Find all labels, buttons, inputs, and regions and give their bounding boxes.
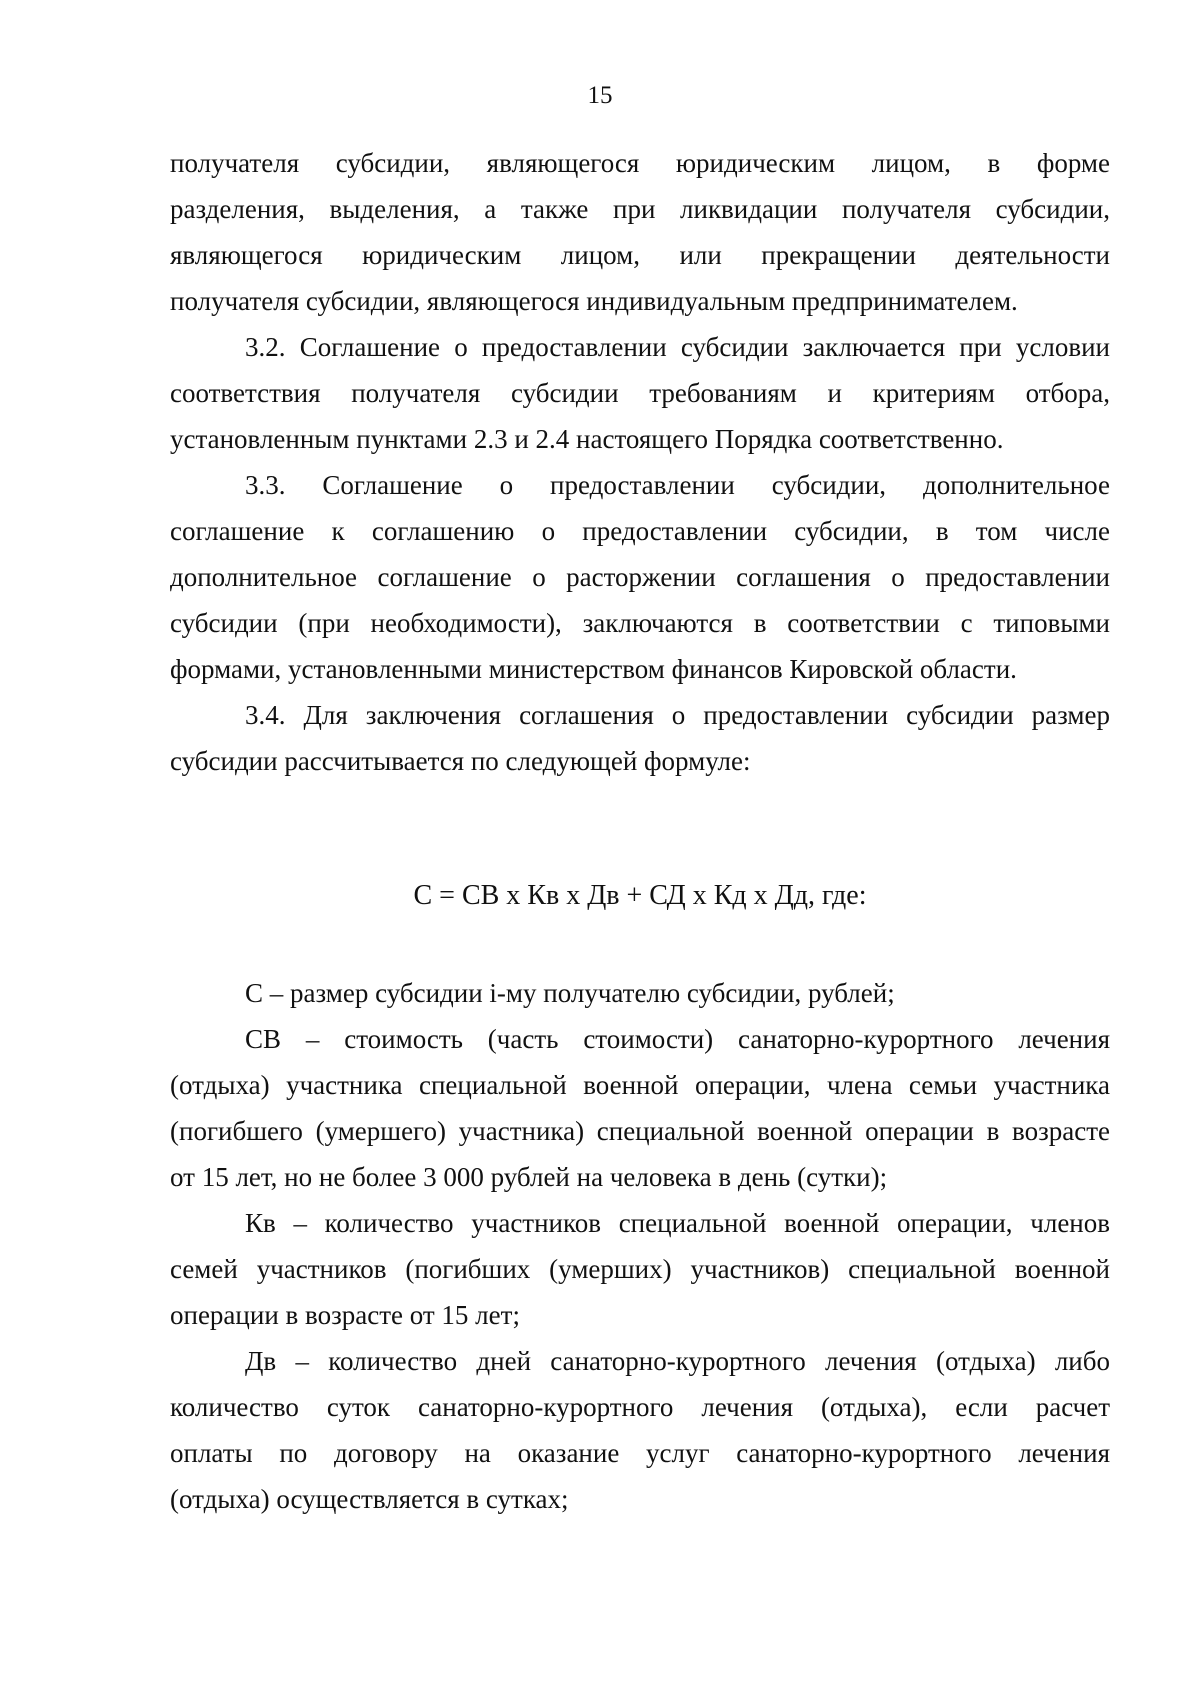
paragraph-line: 3.4. Для заключения соглашения о предоставлении субсидии размер bbox=[245, 700, 1110, 730]
body-section-1 bbox=[170, 140, 1110, 784]
definition-line: (погибшего (умершего) участника) специальной военной операции в возрасте bbox=[170, 1116, 1110, 1146]
paragraph-line: разделения, выделения, а также при ликвидации получателя субсидии, bbox=[170, 194, 1110, 224]
paragraph-line: соглашение к соглашению о предоставлении субсидии, в том числе bbox=[170, 516, 1110, 546]
paragraph-line: 3.2. Соглашение о предоставлении субсидии заключается при условии bbox=[245, 332, 1110, 362]
page-number: 15 bbox=[587, 82, 613, 109]
paragraph-line: 3.3. Соглашение о предоставлении субсидии, дополнительное bbox=[245, 470, 1110, 500]
subsidy-formula: С = СВ х Кв х Дв + СД х Кд х Дд, где: bbox=[413, 880, 867, 911]
definition-line: Дв – количество дней санаторно-курортного лечения (отдыха) либо bbox=[245, 1346, 1110, 1376]
definition-line: семей участников (погибших (умерших) участников) специальной военной bbox=[170, 1254, 1110, 1284]
paragraph-line: получателя субсидии, являющегося юридическим лицом, в форме bbox=[170, 148, 1110, 178]
definition-line: операции в возрасте от 15 лет; bbox=[170, 1300, 520, 1330]
definition-line: от 15 лет, но не более 3 000 рублей на человека в день (сутки); bbox=[170, 1162, 888, 1192]
definition-line: С – размер субсидии i-му получателю субсидии, рублей; bbox=[245, 978, 895, 1008]
definition-line: количество суток санаторно-курортного лечения (отдыха), если расчет bbox=[170, 1392, 1110, 1422]
definition-line: (отдыха) участника специальной военной операции, члена семьи участника bbox=[170, 1070, 1110, 1100]
body-section-2 bbox=[170, 970, 1110, 1522]
paragraph-line: установленным пунктами 2.3 и 2.4 настоящего Порядка соответственно. bbox=[170, 424, 1004, 454]
paragraph-line: соответствия получателя субсидии требованиям и критериям отбора, bbox=[170, 378, 1110, 408]
paragraph-line: дополнительное соглашение о расторжении соглашения о предоставлении bbox=[170, 562, 1110, 592]
paragraph-line: формами, установленными министерством финансов Кировской области. bbox=[170, 654, 1017, 684]
paragraph-line: получателя субсидии, являющегося индивидуальным предпринимателем. bbox=[170, 286, 1018, 316]
definition-line: СВ – стоимость (часть стоимости) санаторно-курортного лечения bbox=[245, 1024, 1110, 1054]
definition-line: оплаты по договору на оказание услуг санаторно-курортного лечения bbox=[170, 1438, 1110, 1468]
paragraph-line: субсидии (при необходимости), заключаются в соответствии с типовыми bbox=[170, 608, 1110, 638]
paragraph-line: субсидии рассчитывается по следующей формуле: bbox=[170, 746, 751, 776]
paragraph-line: являющегося юридическим лицом, или прекращении деятельности bbox=[170, 240, 1110, 270]
definition-line: Кв – количество участников специальной военной операции, членов bbox=[245, 1208, 1110, 1238]
definition-line: (отдыха) осуществляется в сутках; bbox=[170, 1484, 569, 1514]
